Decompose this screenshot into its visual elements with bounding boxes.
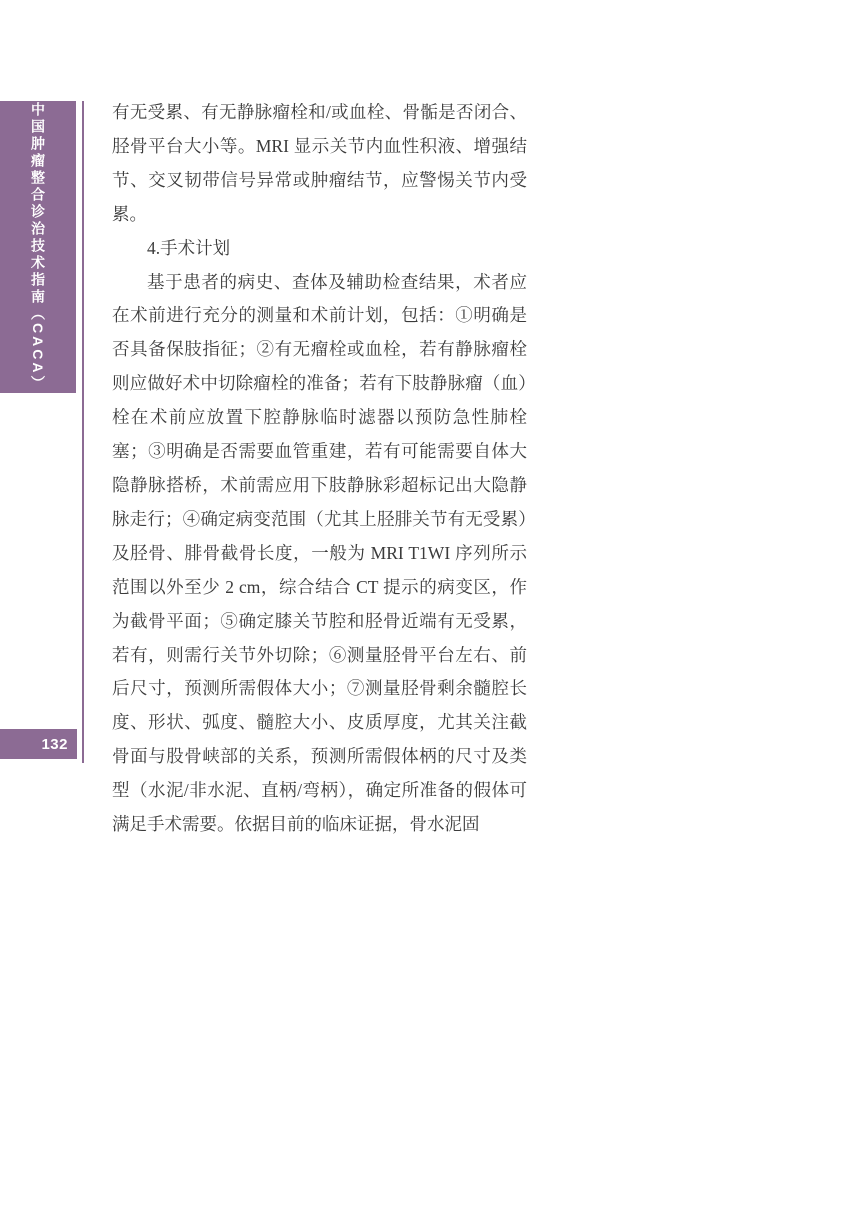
paragraph-surgical-plan: 基于患者的病史、查体及辅助检查结果，术者应在术前进行充分的测量和术前计划，包括：①明确是否具备保肢指征；②有无瘤栓或血栓，若有静脉瘤栓则应做好术中切除瘤栓的准备；若有下肢静脉瘤（血）栓在术前应放置下腔静脉临时滤器以预防急性肺栓塞；③明确是否需要血管重建，若有可能需要自体大隐静脉搭桥，术前需应用下肢静脉彩超标记出大隐静脉走行；④确定病变范围（尤其上胫腓关节有无受累）及胫骨、腓骨截骨长度，一般为 MRI T1WI 序列所示范围以外至少 2 cm，综合结合 CT 提示的病变区，作为截骨平面；⑤确定膝关节腔和胫骨近端有无受累，若有，则需行关节外切除；⑥测量胫骨平台左右、前后尺寸，预测所需假体大小；⑦测量胫骨剩余髓腔长度、形状、弧度、髓腔大小、皮质厚度，尤其关注截骨面与股骨峡部的关系，预测所需假体柄的尺寸及类型（水泥/非水泥、直柄/弯柄），确定所准备的假体可满足手术需要。依据目前的临床证据，骨水泥固 [112,271,527,835]
book-series-title: 中国肿瘤整合诊治技术指南（CACA） [30,101,46,393]
page-number-badge [0,729,77,759]
paragraph-continued: 有无受累、有无静脉瘤栓和/或血栓、骨骺是否闭合、胫骨平台大小等。MRI 显示关节内血性积液、增强结节、交叉韧带信号异常或肿瘤结节，应警惕关节内受累。 [112,102,527,224]
body-text-column [112,96,527,842]
section-heading: 4.手术计划 [147,237,231,258]
page-number: 132 [41,735,68,753]
sidebar-banner [0,101,76,393]
margin-divider-line [82,101,84,763]
